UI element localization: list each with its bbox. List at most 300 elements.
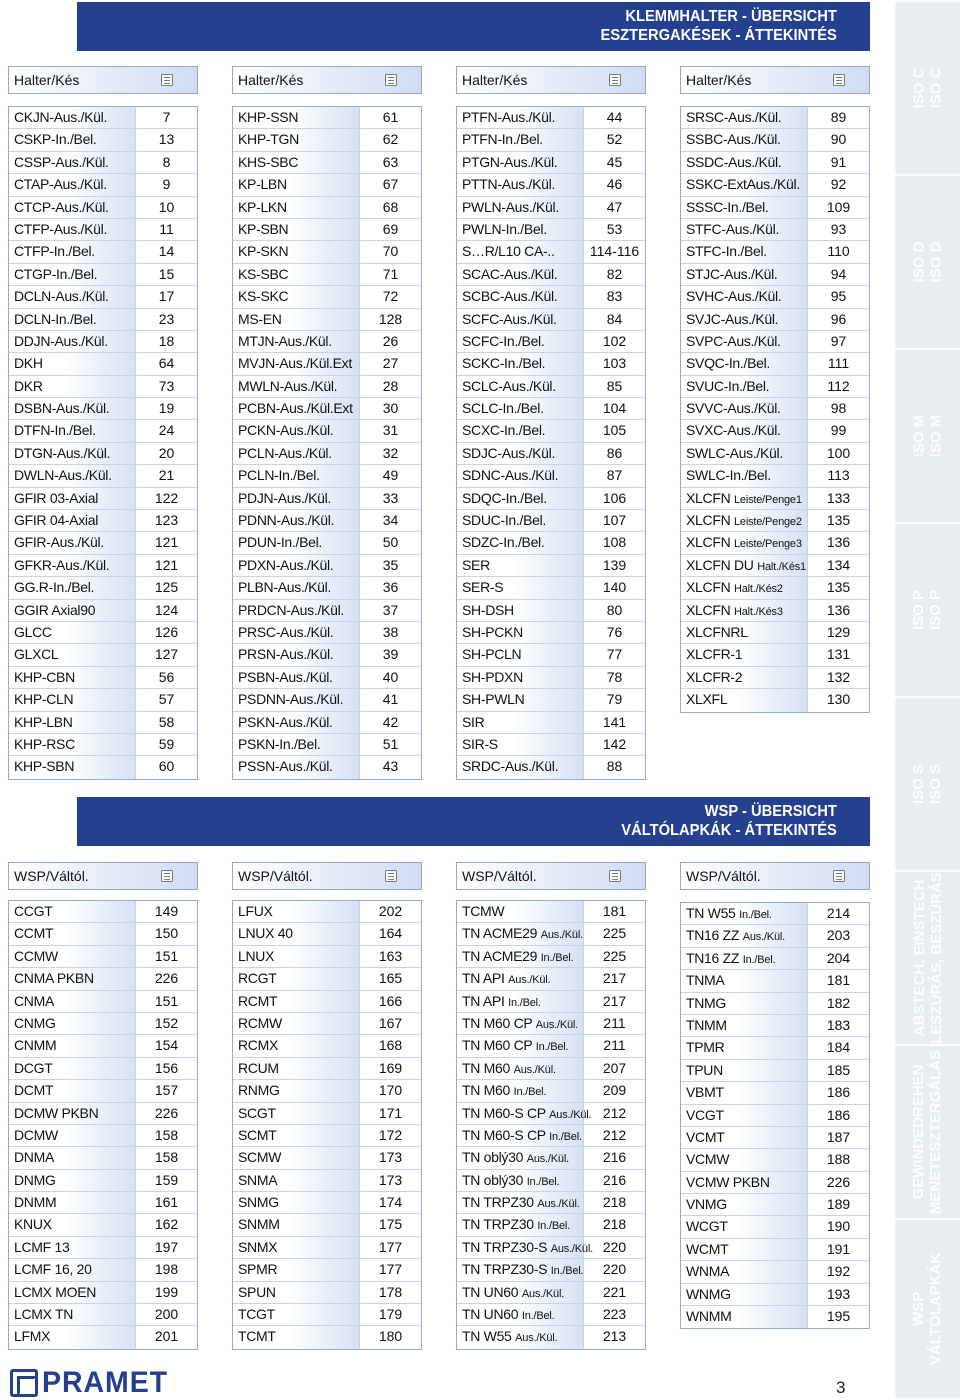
table-row[interactable] bbox=[681, 488, 869, 510]
side-tab-iso-m[interactable] bbox=[895, 350, 960, 522]
table-row[interactable] bbox=[9, 219, 197, 241]
table-row[interactable] bbox=[457, 991, 645, 1013]
page-ref[interactable]: 94 bbox=[830, 265, 847, 282]
page-ref[interactable]: 218 bbox=[602, 1216, 627, 1233]
table-row[interactable] bbox=[9, 923, 197, 945]
table-row[interactable] bbox=[9, 1304, 197, 1326]
table-row[interactable] bbox=[9, 129, 197, 151]
page-ref[interactable]: 93 bbox=[830, 220, 847, 237]
table-row[interactable] bbox=[233, 1214, 421, 1236]
table-row[interactable] bbox=[233, 600, 421, 622]
page-ref[interactable]: 108 bbox=[602, 534, 627, 551]
page-ref[interactable]: 8 bbox=[162, 153, 171, 170]
page-ref[interactable]: 129 bbox=[826, 623, 851, 640]
page-ref[interactable]: 19 bbox=[158, 400, 175, 417]
page-ref[interactable]: 154 bbox=[154, 1037, 179, 1054]
page-ref[interactable]: 167 bbox=[378, 1014, 403, 1031]
page-ref[interactable]: 36 bbox=[382, 579, 399, 596]
table-row[interactable] bbox=[9, 1058, 197, 1080]
page-ref[interactable]: 56 bbox=[158, 668, 175, 685]
table-row[interactable] bbox=[233, 667, 421, 689]
table-row[interactable] bbox=[457, 1326, 645, 1348]
page-ref[interactable]: 134 bbox=[826, 556, 851, 573]
table-row[interactable] bbox=[9, 286, 197, 308]
table-row[interactable] bbox=[233, 1170, 421, 1192]
table-row[interactable] bbox=[457, 1304, 645, 1326]
table-row[interactable] bbox=[9, 443, 197, 465]
page-ref[interactable]: 221 bbox=[602, 1283, 627, 1300]
table-row[interactable] bbox=[9, 1214, 197, 1236]
table-row[interactable] bbox=[233, 465, 421, 487]
page-ref[interactable]: 177 bbox=[378, 1238, 403, 1255]
table-row[interactable] bbox=[233, 532, 421, 554]
side-tab-iso-p[interactable] bbox=[895, 524, 960, 696]
side-tab-iso-c[interactable] bbox=[895, 2, 960, 174]
table-row[interactable] bbox=[681, 993, 869, 1015]
page-ref[interactable]: 70 bbox=[382, 243, 399, 260]
page-ref[interactable]: 125 bbox=[154, 579, 179, 596]
page-ref[interactable]: 211 bbox=[603, 1014, 626, 1031]
page-ref[interactable]: 105 bbox=[602, 422, 627, 439]
page-ref[interactable]: 87 bbox=[606, 467, 623, 484]
page-ref[interactable]: 99 bbox=[830, 422, 847, 439]
page-ref[interactable]: 180 bbox=[378, 1328, 403, 1345]
table-row[interactable] bbox=[457, 1282, 645, 1304]
page-ref[interactable]: 223 bbox=[602, 1306, 627, 1323]
table-row[interactable] bbox=[233, 331, 421, 353]
table-row[interactable] bbox=[233, 756, 421, 778]
page-ref[interactable]: 226 bbox=[154, 970, 179, 987]
table-row[interactable] bbox=[457, 1214, 645, 1236]
table-row[interactable] bbox=[9, 901, 197, 923]
page-ref[interactable]: 52 bbox=[606, 131, 623, 148]
table-row[interactable] bbox=[233, 901, 421, 923]
page-ref[interactable]: 69 bbox=[382, 220, 399, 237]
page-ref[interactable]: 170 bbox=[378, 1082, 403, 1099]
table-row[interactable] bbox=[9, 946, 197, 968]
table-row[interactable] bbox=[457, 1147, 645, 1169]
table-row[interactable] bbox=[457, 1125, 645, 1147]
page-ref[interactable]: 90 bbox=[830, 131, 847, 148]
table-row[interactable] bbox=[681, 532, 869, 554]
table-row[interactable] bbox=[457, 398, 645, 420]
page-ref[interactable]: 187 bbox=[826, 1128, 851, 1145]
table-row[interactable] bbox=[681, 1127, 869, 1149]
table-row[interactable] bbox=[681, 1015, 869, 1037]
page-ref[interactable]: 132 bbox=[826, 668, 851, 685]
table-row[interactable] bbox=[233, 488, 421, 510]
table-row[interactable] bbox=[9, 667, 197, 689]
table-row[interactable] bbox=[9, 1170, 197, 1192]
page-ref[interactable]: 28 bbox=[382, 377, 399, 394]
page-ref[interactable]: 37 bbox=[382, 601, 399, 618]
page-ref[interactable]: 121 bbox=[154, 534, 179, 551]
table-row[interactable] bbox=[233, 376, 421, 398]
page-ref[interactable]: 213 bbox=[602, 1328, 627, 1345]
table-row[interactable] bbox=[457, 644, 645, 666]
table-row[interactable] bbox=[681, 331, 869, 353]
page-ref[interactable]: 212 bbox=[602, 1126, 627, 1143]
table-row[interactable] bbox=[9, 309, 197, 331]
page-ref[interactable]: 61 bbox=[382, 109, 399, 125]
table-row[interactable] bbox=[233, 968, 421, 990]
table-row[interactable] bbox=[681, 600, 869, 622]
table-row[interactable] bbox=[681, 555, 869, 577]
table-row[interactable] bbox=[233, 1080, 421, 1102]
page-ref[interactable]: 201 bbox=[154, 1328, 179, 1345]
page-ref[interactable]: 131 bbox=[826, 646, 851, 663]
table-row[interactable] bbox=[233, 129, 421, 151]
page-ref[interactable]: 13 bbox=[158, 131, 175, 148]
table-row[interactable] bbox=[457, 219, 645, 241]
table-row[interactable] bbox=[233, 107, 421, 129]
page-ref[interactable]: 158 bbox=[154, 1149, 179, 1166]
table-row[interactable] bbox=[9, 1013, 197, 1035]
table-row[interactable] bbox=[681, 903, 869, 925]
page-ref[interactable]: 190 bbox=[826, 1218, 851, 1235]
page-ref[interactable]: 103 bbox=[602, 355, 627, 372]
side-tab-threading[interactable] bbox=[895, 1046, 960, 1218]
table-row[interactable] bbox=[9, 1080, 197, 1102]
table-row[interactable] bbox=[233, 734, 421, 756]
table-row[interactable] bbox=[457, 420, 645, 442]
table-row[interactable] bbox=[457, 510, 645, 532]
page-ref[interactable]: 62 bbox=[382, 131, 399, 148]
page-ref[interactable]: 18 bbox=[158, 332, 175, 349]
page-ref[interactable]: 211 bbox=[603, 1037, 626, 1054]
page-ref[interactable]: 212 bbox=[602, 1104, 627, 1121]
page-ref[interactable]: 23 bbox=[158, 310, 175, 327]
side-tab-inserts[interactable] bbox=[895, 1220, 960, 1398]
page-ref[interactable]: 225 bbox=[602, 947, 627, 964]
table-row[interactable] bbox=[681, 398, 869, 420]
page-ref[interactable]: 83 bbox=[606, 288, 623, 305]
page-ref[interactable]: 177 bbox=[378, 1261, 403, 1278]
page-ref[interactable]: 164 bbox=[378, 925, 403, 942]
table-row[interactable] bbox=[9, 555, 197, 577]
page-ref[interactable]: 156 bbox=[154, 1059, 179, 1076]
page-ref[interactable]: 141 bbox=[602, 713, 627, 730]
page-ref[interactable]: 7 bbox=[162, 109, 171, 125]
page-ref[interactable]: 202 bbox=[378, 903, 403, 919]
table-row[interactable] bbox=[9, 174, 197, 196]
table-row[interactable] bbox=[9, 420, 197, 442]
table-row[interactable] bbox=[233, 622, 421, 644]
table-row[interactable] bbox=[457, 152, 645, 174]
table-row[interactable] bbox=[9, 1147, 197, 1169]
table-row[interactable] bbox=[457, 946, 645, 968]
table-row[interactable] bbox=[233, 1058, 421, 1080]
page-ref[interactable]: 161 bbox=[154, 1194, 179, 1211]
table-row[interactable] bbox=[457, 667, 645, 689]
table-row[interactable] bbox=[681, 286, 869, 308]
page-ref[interactable]: 225 bbox=[602, 925, 627, 942]
table-row[interactable] bbox=[233, 689, 421, 711]
table-row[interactable] bbox=[681, 970, 869, 992]
table-row[interactable] bbox=[457, 555, 645, 577]
page-ref[interactable]: 59 bbox=[158, 735, 175, 752]
page-ref[interactable]: 98 bbox=[830, 400, 847, 417]
page-ref[interactable]: 27 bbox=[382, 355, 399, 372]
table-row[interactable] bbox=[9, 510, 197, 532]
table-row[interactable] bbox=[681, 1060, 869, 1082]
page-ref[interactable]: 33 bbox=[382, 489, 399, 506]
table-row[interactable] bbox=[681, 1105, 869, 1127]
table-row[interactable] bbox=[9, 353, 197, 375]
page-ref[interactable]: 151 bbox=[154, 947, 179, 964]
page-ref[interactable]: 184 bbox=[826, 1039, 851, 1056]
table-row[interactable] bbox=[457, 443, 645, 465]
table-row[interactable] bbox=[233, 1326, 421, 1348]
table-row[interactable] bbox=[457, 600, 645, 622]
table-row[interactable] bbox=[233, 1282, 421, 1304]
page-ref[interactable]: 95 bbox=[830, 288, 847, 305]
page-ref[interactable]: 128 bbox=[378, 310, 403, 327]
table-row[interactable] bbox=[681, 644, 869, 666]
page-ref[interactable]: 226 bbox=[826, 1173, 851, 1190]
page-ref[interactable]: 39 bbox=[382, 646, 399, 663]
table-row[interactable] bbox=[9, 1282, 197, 1304]
page-ref[interactable]: 173 bbox=[378, 1171, 403, 1188]
page-ref[interactable]: 107 bbox=[602, 512, 627, 529]
table-row[interactable] bbox=[681, 510, 869, 532]
page-ref[interactable]: 100 bbox=[826, 444, 851, 461]
table-row[interactable] bbox=[457, 968, 645, 990]
table-row[interactable] bbox=[457, 107, 645, 129]
page-ref[interactable]: 82 bbox=[606, 265, 623, 282]
table-row[interactable] bbox=[233, 309, 421, 331]
page-ref[interactable]: 21 bbox=[158, 467, 175, 484]
page-ref[interactable]: 124 bbox=[154, 601, 179, 618]
table-row[interactable] bbox=[457, 1237, 645, 1259]
page-ref[interactable]: 47 bbox=[606, 198, 623, 215]
table-row[interactable] bbox=[9, 756, 197, 778]
table-row[interactable] bbox=[233, 420, 421, 442]
table-row[interactable] bbox=[233, 923, 421, 945]
page-ref[interactable]: 10 bbox=[158, 198, 175, 215]
page-ref[interactable]: 68 bbox=[382, 198, 399, 215]
table-row[interactable] bbox=[233, 991, 421, 1013]
table-row[interactable] bbox=[457, 756, 645, 778]
page-ref[interactable]: 220 bbox=[602, 1238, 627, 1255]
page-ref[interactable]: 17 bbox=[158, 288, 175, 305]
side-tab-grooving[interactable] bbox=[895, 872, 960, 1044]
table-row[interactable] bbox=[681, 219, 869, 241]
page-ref[interactable]: 53 bbox=[606, 220, 623, 237]
table-row[interactable] bbox=[457, 465, 645, 487]
page-ref[interactable]: 218 bbox=[602, 1194, 627, 1211]
page-ref[interactable]: 58 bbox=[158, 713, 175, 730]
page-ref[interactable]: 71 bbox=[382, 265, 399, 282]
table-row[interactable] bbox=[233, 1259, 421, 1281]
table-row[interactable] bbox=[233, 1103, 421, 1125]
table-row[interactable] bbox=[457, 264, 645, 286]
table-row[interactable] bbox=[233, 353, 421, 375]
page-ref[interactable]: 51 bbox=[382, 735, 399, 752]
page-ref[interactable]: 84 bbox=[606, 310, 623, 327]
page-ref[interactable]: 102 bbox=[602, 332, 627, 349]
table-row[interactable] bbox=[233, 1192, 421, 1214]
table-row[interactable] bbox=[233, 286, 421, 308]
page-ref[interactable]: 214 bbox=[826, 905, 851, 921]
page-ref[interactable]: 166 bbox=[378, 992, 403, 1009]
table-row[interactable] bbox=[681, 1149, 869, 1171]
table-row[interactable] bbox=[233, 398, 421, 420]
table-row[interactable] bbox=[681, 1284, 869, 1306]
side-tab-iso-d[interactable] bbox=[895, 176, 960, 348]
page-ref[interactable]: 150 bbox=[154, 925, 179, 942]
page-ref[interactable]: 49 bbox=[382, 467, 399, 484]
page-ref[interactable]: 165 bbox=[378, 970, 403, 987]
table-row[interactable] bbox=[233, 946, 421, 968]
page-ref[interactable]: 226 bbox=[154, 1104, 179, 1121]
page-ref[interactable]: 203 bbox=[826, 927, 851, 944]
page-ref[interactable]: 157 bbox=[154, 1082, 179, 1099]
table-row[interactable] bbox=[681, 1194, 869, 1216]
page-ref[interactable]: 151 bbox=[154, 992, 179, 1009]
table-row[interactable] bbox=[681, 443, 869, 465]
table-row[interactable] bbox=[681, 197, 869, 219]
table-row[interactable] bbox=[9, 734, 197, 756]
table-row[interactable] bbox=[9, 991, 197, 1013]
table-row[interactable] bbox=[233, 644, 421, 666]
page-ref[interactable]: 142 bbox=[602, 735, 627, 752]
table-row[interactable] bbox=[681, 465, 869, 487]
page-ref[interactable]: 179 bbox=[378, 1306, 403, 1323]
page-ref[interactable]: 158 bbox=[154, 1126, 179, 1143]
table-row[interactable] bbox=[9, 622, 197, 644]
table-row[interactable] bbox=[457, 376, 645, 398]
table-row[interactable] bbox=[9, 331, 197, 353]
page-ref[interactable]: 209 bbox=[602, 1082, 627, 1099]
page-ref[interactable]: 178 bbox=[378, 1283, 403, 1300]
page-ref[interactable]: 123 bbox=[154, 512, 179, 529]
page-ref[interactable]: 126 bbox=[154, 623, 179, 640]
page-ref[interactable]: 20 bbox=[158, 444, 175, 461]
side-tab-iso-s[interactable] bbox=[895, 698, 960, 870]
page-ref[interactable]: 149 bbox=[154, 903, 179, 919]
table-row[interactable] bbox=[9, 689, 197, 711]
table-row[interactable] bbox=[457, 1170, 645, 1192]
page-ref[interactable]: 26 bbox=[382, 332, 399, 349]
table-row[interactable] bbox=[681, 689, 869, 711]
table-row[interactable] bbox=[457, 286, 645, 308]
page-ref[interactable]: 15 bbox=[158, 265, 175, 282]
page-ref[interactable]: 140 bbox=[602, 579, 627, 596]
table-row[interactable] bbox=[457, 353, 645, 375]
table-row[interactable] bbox=[681, 174, 869, 196]
table-row[interactable] bbox=[457, 532, 645, 554]
table-row[interactable] bbox=[9, 577, 197, 599]
page-ref[interactable]: 183 bbox=[826, 1016, 851, 1033]
page-ref[interactable]: 73 bbox=[158, 377, 175, 394]
page-ref[interactable]: 198 bbox=[154, 1261, 179, 1278]
table-row[interactable] bbox=[681, 353, 869, 375]
table-row[interactable] bbox=[9, 197, 197, 219]
page-ref[interactable]: 114-116 bbox=[589, 243, 640, 260]
page-ref[interactable]: 200 bbox=[154, 1306, 179, 1323]
page-ref[interactable]: 85 bbox=[606, 377, 623, 394]
table-row[interactable] bbox=[457, 331, 645, 353]
table-row[interactable] bbox=[233, 1237, 421, 1259]
page-ref[interactable]: 186 bbox=[826, 1106, 851, 1123]
page-ref[interactable]: 174 bbox=[378, 1194, 403, 1211]
page-ref[interactable]: 204 bbox=[826, 949, 851, 966]
page-ref[interactable]: 24 bbox=[158, 422, 175, 439]
table-row[interactable] bbox=[457, 129, 645, 151]
table-row[interactable] bbox=[9, 1035, 197, 1057]
table-row[interactable] bbox=[9, 1192, 197, 1214]
page-ref[interactable]: 91 bbox=[830, 153, 847, 170]
table-row[interactable] bbox=[457, 901, 645, 923]
table-row[interactable] bbox=[233, 443, 421, 465]
table-row[interactable] bbox=[9, 264, 197, 286]
table-row[interactable] bbox=[9, 488, 197, 510]
page-ref[interactable]: 173 bbox=[378, 1149, 403, 1166]
page-ref[interactable]: 45 bbox=[606, 153, 623, 170]
table-row[interactable] bbox=[681, 667, 869, 689]
page-ref[interactable]: 172 bbox=[378, 1126, 403, 1143]
table-row[interactable] bbox=[457, 197, 645, 219]
page-ref[interactable]: 67 bbox=[382, 176, 399, 193]
table-row[interactable] bbox=[233, 712, 421, 734]
table-row[interactable] bbox=[9, 1103, 197, 1125]
page-ref[interactable]: 182 bbox=[826, 994, 851, 1011]
table-row[interactable] bbox=[457, 1058, 645, 1080]
page-ref[interactable]: 217 bbox=[602, 970, 627, 987]
table-row[interactable] bbox=[457, 712, 645, 734]
table-row[interactable] bbox=[9, 712, 197, 734]
page-ref[interactable]: 77 bbox=[606, 646, 623, 663]
page-ref[interactable]: 11 bbox=[159, 220, 174, 237]
table-row[interactable] bbox=[681, 129, 869, 151]
page-ref[interactable]: 159 bbox=[154, 1171, 179, 1188]
page-ref[interactable]: 60 bbox=[158, 758, 175, 775]
page-ref[interactable]: 185 bbox=[826, 1061, 851, 1078]
page-ref[interactable]: 220 bbox=[602, 1261, 627, 1278]
page-ref[interactable]: 72 bbox=[382, 288, 399, 305]
page-ref[interactable]: 111 bbox=[827, 355, 850, 372]
table-row[interactable] bbox=[681, 1239, 869, 1261]
page-ref[interactable]: 76 bbox=[606, 623, 623, 640]
page-ref[interactable]: 168 bbox=[378, 1037, 403, 1054]
table-row[interactable] bbox=[457, 1259, 645, 1281]
page-ref[interactable]: 133 bbox=[826, 489, 851, 506]
table-row[interactable] bbox=[457, 622, 645, 644]
page-ref[interactable]: 80 bbox=[606, 601, 623, 618]
table-row[interactable] bbox=[457, 577, 645, 599]
page-ref[interactable]: 9 bbox=[162, 176, 171, 193]
page-ref[interactable]: 35 bbox=[382, 556, 399, 573]
table-row[interactable] bbox=[681, 925, 869, 947]
page-ref[interactable]: 14 bbox=[158, 243, 175, 260]
table-row[interactable] bbox=[233, 577, 421, 599]
table-row[interactable] bbox=[233, 264, 421, 286]
table-row[interactable] bbox=[9, 1326, 197, 1348]
table-row[interactable] bbox=[681, 1082, 869, 1104]
page-ref[interactable]: 122 bbox=[154, 489, 179, 506]
page-ref[interactable]: 89 bbox=[830, 109, 847, 125]
page-ref[interactable]: 189 bbox=[826, 1196, 851, 1213]
page-ref[interactable]: 88 bbox=[606, 758, 623, 775]
table-row[interactable] bbox=[9, 1259, 197, 1281]
page-ref[interactable]: 121 bbox=[154, 556, 179, 573]
page-ref[interactable]: 113 bbox=[827, 467, 850, 484]
table-row[interactable] bbox=[457, 689, 645, 711]
page-ref[interactable]: 162 bbox=[154, 1216, 179, 1233]
table-row[interactable] bbox=[233, 1125, 421, 1147]
table-row[interactable] bbox=[233, 1147, 421, 1169]
